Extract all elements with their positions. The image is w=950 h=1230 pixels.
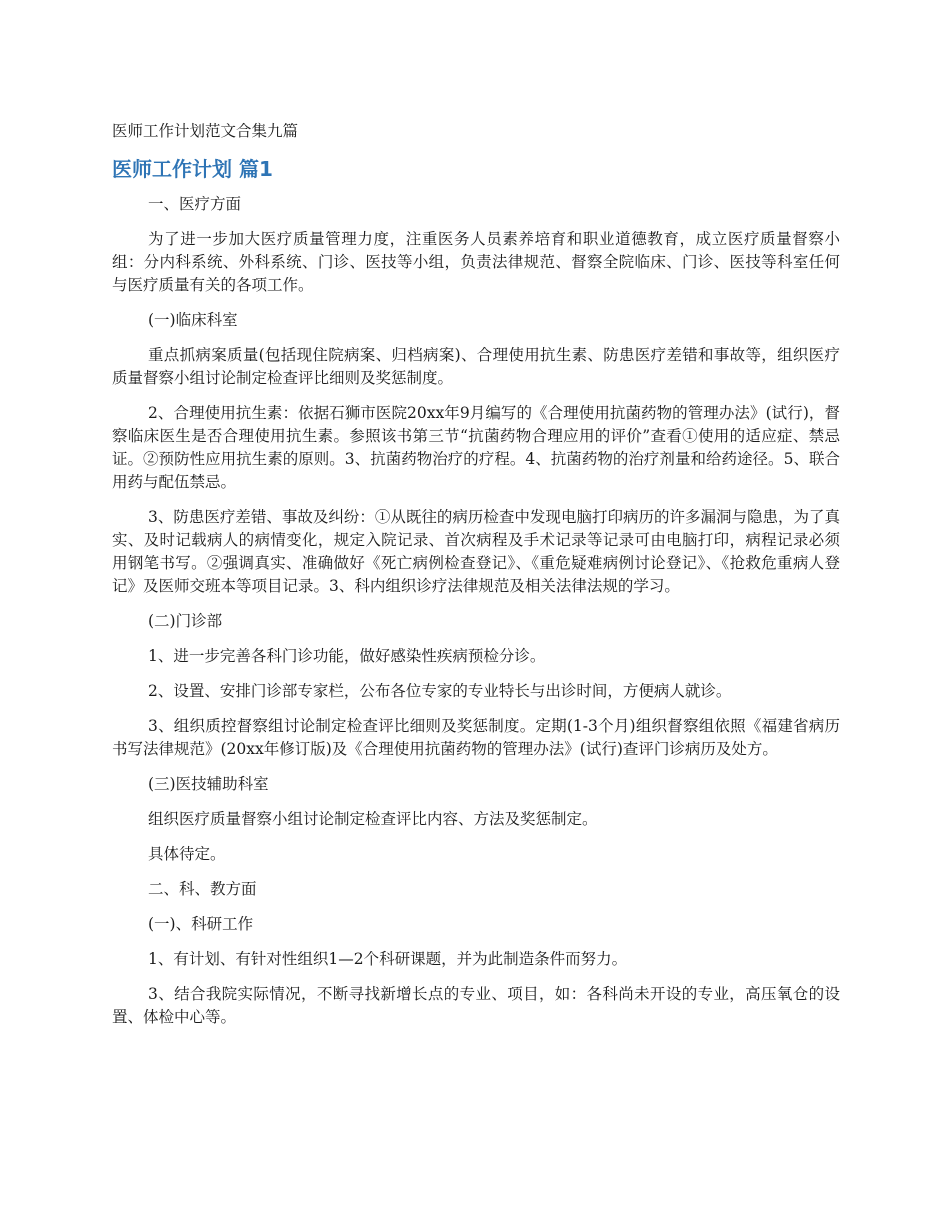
- paragraph-tbd: 具体待定。: [148, 845, 226, 863]
- document-title: 医师工作计划范文合集九篇: [112, 122, 299, 140]
- paragraph-research-3: 3、结合我院实际情况，不断寻找新增长点的专业、项目，如：各科尚未开设的专业，高压氧仓的设置、体检中心等。: [112, 985, 840, 1026]
- paragraph-outpatient-2: 2、设置、安排门诊部专家栏，公布各位专家的专业特长与出诊时间，方便病人就诊。: [148, 682, 732, 700]
- paragraph-research-heading: (一)、科研工作: [148, 915, 254, 933]
- paragraph-case-quality: 重点抓病案质量(包括现住院病案、归档病案)、合理使用抗生素、防患医疗差错和事故等，组织医疗质量督察小组讨论制定检查评比细则及奖惩制度。: [112, 346, 840, 387]
- document-page: [112, 120, 840, 1029]
- paragraph-outpatient-3: 3、组织质控督察组讨论制定检查评比细则及奖惩制度。定期(1-3个月)组织督察组依照《福建省病历书写法律规范》(20xx年修订版)及《合理使用抗菌药物的管理办法》(试行)查评门诊病历及处方。: [112, 717, 840, 758]
- paragraph-outpatient-heading: (二)门诊部: [148, 612, 223, 630]
- paragraph-outpatient-1: 1、进一步完善各科门诊功能，做好感染性疾病预检分诊。: [148, 647, 546, 665]
- paragraph-quality-team: 为了进一步加大医疗质量管理力度，注重医务人员素养培育和职业道德教育，成立医疗质量督察小组：分内科系统、外科系统、门诊、医技等小组，负责法律规范、督察全院临床、门诊、医技等科室任何与医疗质量有关的各项工作。: [112, 230, 840, 294]
- paragraph-error-prevention: 3、防患医疗差错、事故及纠纷：①从既往的病历检查中发现电脑打印病历的许多漏洞与隐患，为了真实、及时记载病人的病情变化，规定入院记录、首次病程及手术记录等记录可由电脑打印，病程记录必须用钢笔书写。②强调真实、准确做好《死亡病例检查登记》、《重危疑难病例讨论登记》、《抢救危重病人登记》及医师交班本等项目记录。3、科内组织诊疗法律规范及相关法律法规的学习。: [112, 508, 840, 595]
- paragraph-medtech-heading: (三)医技辅助科室: [148, 775, 269, 793]
- paragraph-research-1: 1、有计划、有针对性组织1—2个科研课题，并为此制造条件而努力。: [148, 950, 628, 968]
- paragraph-research-education: 二、科、教方面: [148, 880, 257, 898]
- paragraph-antibiotics: 2、合理使用抗生素：依据石狮市医院20xx年9月编写的《合理使用抗菌药物的管理办法》(试行)，督察临床医生是否合理使用抗生素。参照该书第三节“抗菌药物合理应用的评价”查看①使用的适应症、禁忌证。②预防性应用抗生素的原则。3、抗菌药物治疗的疗程。4、抗菌药物的治疗剂量和给药途径。5、联合用药与配伍禁忌。: [112, 404, 840, 491]
- paragraph-medtech-1: 组织医疗质量督察小组讨论制定检查评比内容、方法及奖惩制定。: [148, 810, 598, 828]
- paragraph-clinical-dept-heading: (一)临床科室: [148, 311, 238, 329]
- section-heading: 医师工作计划 篇1: [112, 157, 273, 181]
- paragraph-medical-aspect: 一、医疗方面: [148, 195, 242, 213]
